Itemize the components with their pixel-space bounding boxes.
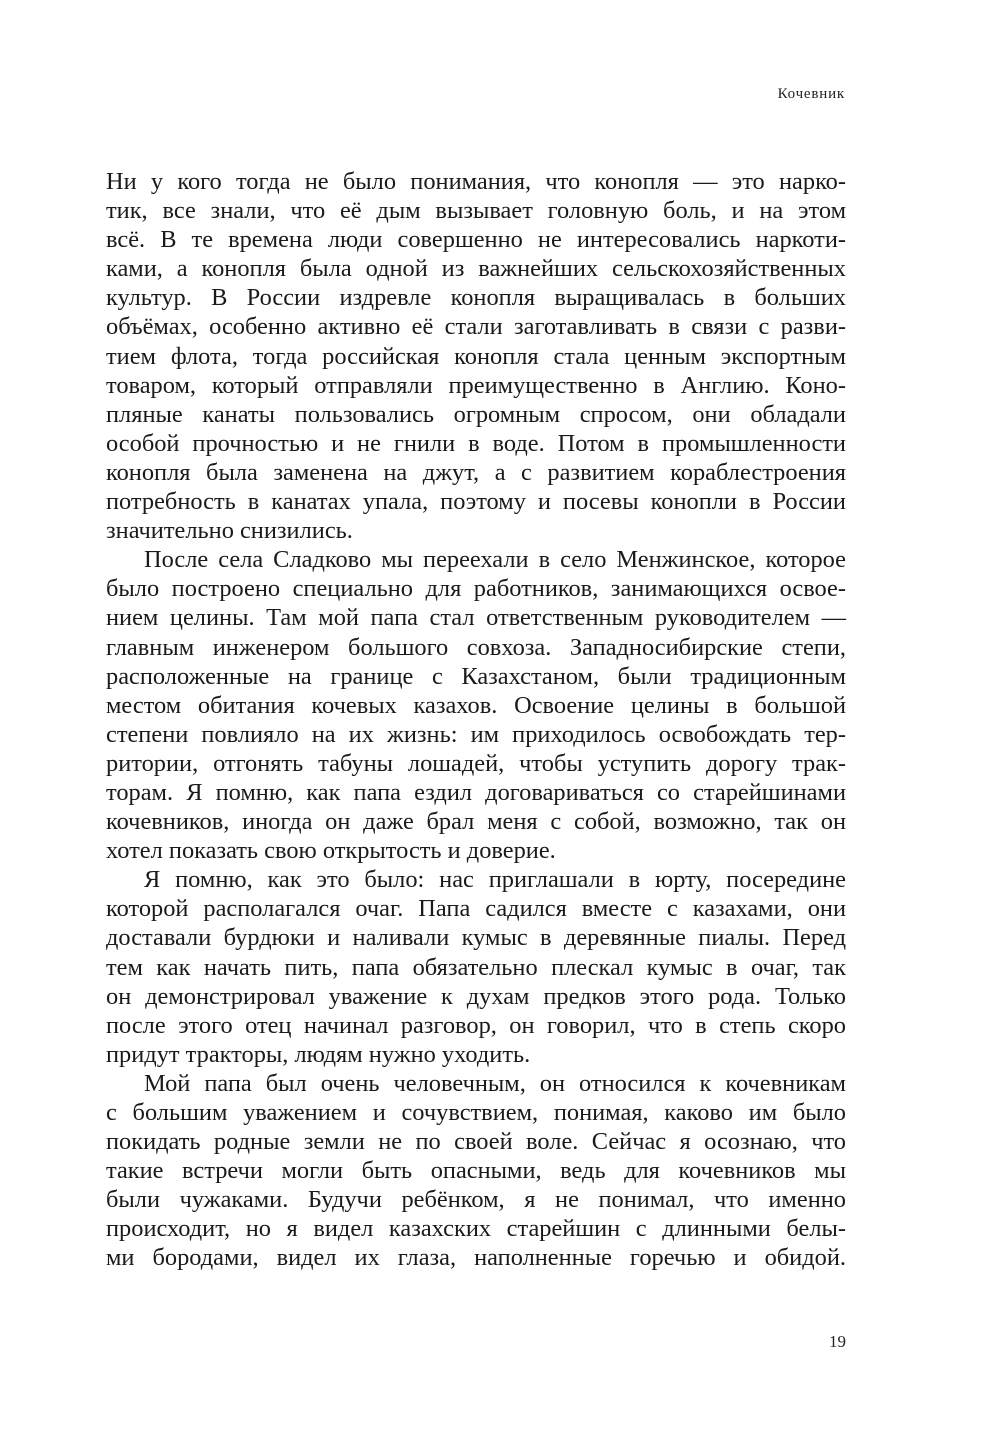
text-line: которой располагался очаг. Папа садился вместе с казахами, они (106, 895, 846, 923)
text-line: местом обитания кочевых казахов. Освоение целины в большой (106, 691, 846, 719)
text-line: особой прочностью и не гнили в воде. Потом в промышленности (106, 429, 846, 457)
text-line: торам. Я помню, как папа ездил договариваться со старейшинами (106, 778, 846, 806)
text-line: Мой папа был очень человечным, он относился к кочевникам (144, 1069, 846, 1097)
paragraph (106, 1069, 846, 1273)
text-line: хотел показать свою открытость и доверие. (106, 837, 556, 865)
text-line: После села Сладково мы переехали в село Менжинское, которое (144, 546, 846, 574)
text-line: ритории, отгонять табуны лошадей, чтобы уступить дорогу трак- (106, 749, 846, 777)
text-line: тик, все знали, что её дым вызывает головную боль, и на этом (106, 197, 846, 225)
text-line: пляные канаты пользовались огромным спросом, они обладали (106, 400, 846, 428)
text-line: доставали бурдюки и наливали кумыс в деревянные пиалы. Перед (106, 924, 846, 952)
text-line: он демонстрировал уважение к духам предков этого рода. Только (106, 982, 846, 1010)
text-line: товаром, который отправляли преимущественно в Англию. Коно- (106, 371, 846, 399)
text-line: всё. В те времена люди совершенно не интересовались наркоти- (106, 226, 846, 254)
text-line: культур. В России издревле конопля выращивалась в больших (106, 284, 846, 312)
text-line: после этого отец начинал разговор, он говорил, что в степь скоро (106, 1011, 846, 1039)
running-title: Кочевник (777, 86, 845, 102)
text-line: объёмах, особенно активно её стали заготавливать в связи с разви- (106, 313, 846, 341)
page-number: 19 (829, 1332, 846, 1351)
text-line: Я помню, как это было: нас приглашали в юрту, посередине (144, 866, 846, 894)
paragraph (106, 865, 846, 1069)
text-line: значительно снизились. (106, 517, 353, 545)
text-line: ми бородами, видел их глаза, наполненные горечью и обидой. (106, 1244, 846, 1272)
text-line: конопля была заменена на джут, а с развитием кораблестроения (106, 458, 846, 486)
text-line: главным инженером большого совхоза. Западносибирские степи, (106, 633, 846, 661)
text-line: было построено специально для работников, занимающихся освое- (106, 575, 846, 603)
text-line: с большим уважением и сочувствием, понимая, каково им было (106, 1099, 846, 1126)
text-line: тием флота, тогда российская конопля стала ценным экспортным (106, 342, 846, 370)
text-line: были чужаками. Будучи ребёнком, я не понимал, что именно (106, 1186, 846, 1214)
text-line: потребность в канатах упала, поэтому и посевы конопли в России (106, 488, 846, 516)
body-text (106, 167, 846, 1273)
text-line: тем как начать пить, папа обязательно плескал кумыс в очаг, так (106, 953, 846, 981)
text-line: степени повлияло на их жизнь: им приходилось освобождать тер- (106, 720, 846, 748)
text-line: расположенные на границе с Казахстаном, были традиционным (106, 662, 846, 690)
text-line: ками, а конопля была одной из важнейших сельскохозяйственных (106, 255, 846, 283)
text-line: покидать родные земли не по своей воле. Сейчас я осознаю, что (106, 1128, 846, 1156)
text-line: придут тракторы, людям нужно уходить. (106, 1040, 531, 1068)
paragraph (106, 167, 846, 545)
text-line: происходит, но я видел казахских старейшин с длинными белы- (106, 1215, 846, 1243)
text-line: такие встречи могли быть опасными, ведь для кочевников мы (106, 1157, 846, 1185)
text-line: нием целины. Там мой папа стал ответственным руководителем — (106, 604, 846, 632)
text-line: Ни у кого тогда не было понимания, что конопля — это нарко- (106, 168, 846, 195)
paragraph (106, 545, 846, 865)
text-line: кочевников, иногда он даже брал меня с собой, возможно, так он (106, 808, 846, 836)
